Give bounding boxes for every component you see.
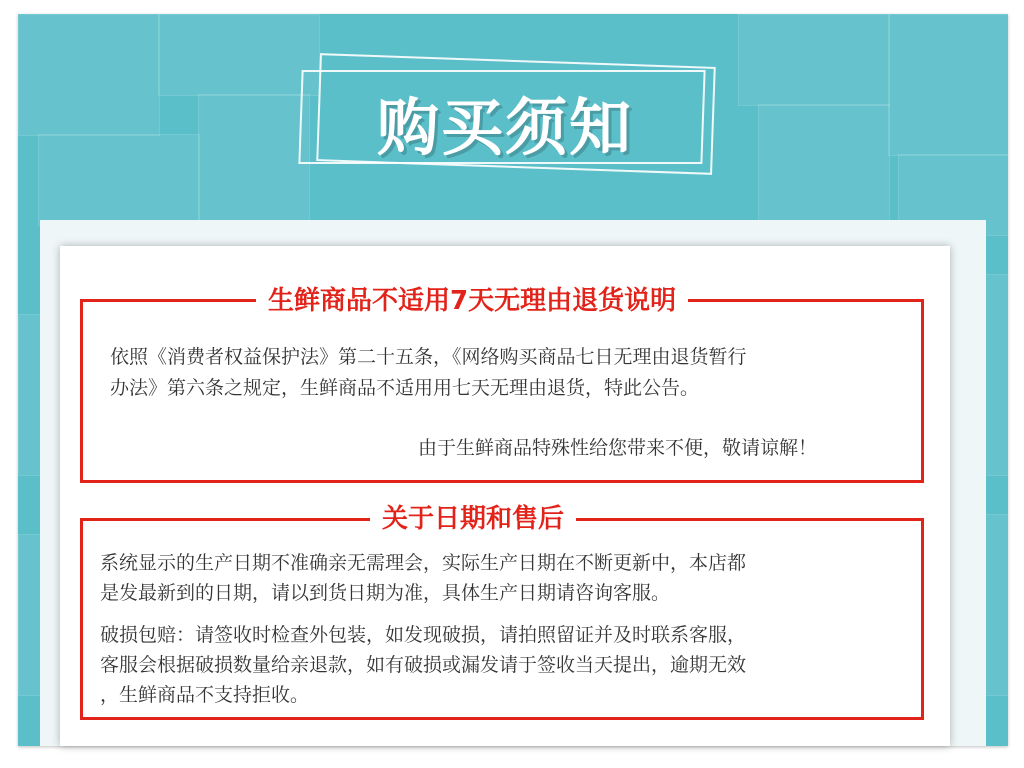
return-policy-text: 办法》第六条之规定，生鲜商品不适用用七天无理由退货，特此公告。	[110, 377, 700, 399]
pattern-block	[758, 104, 890, 226]
pattern-block	[38, 134, 200, 226]
pattern-block	[18, 14, 160, 136]
page-title: 购买须知	[376, 91, 633, 164]
pattern-block	[738, 14, 890, 106]
damage-policy-text: 客服会根据破损数量给亲退款，如有破损或漏发请于签收当天提出，逾期无效	[100, 654, 747, 676]
damage-policy-text: 破损包赔：请签收时检查外包装，如发现破损，请拍照留证并及时联系客服，	[100, 624, 747, 646]
pattern-block	[158, 14, 320, 96]
date-aftersales-heading: 关于日期和售后	[370, 502, 576, 536]
production-date-text: 系统显示的生产日期不准确亲无需理会，实际生产日期在不断更新中，本店都	[100, 552, 747, 574]
production-date-text: 是发最新到的日期，请以到货日期为准，具体生产日期请咨询客服。	[100, 582, 671, 604]
apology-text: 由于生鲜商品特殊性给您带来不便，敬请谅解！	[418, 437, 818, 459]
return-policy-heading: 生鲜商品不适用7天无理由退货说明	[256, 284, 688, 318]
pattern-block	[198, 94, 310, 226]
damage-policy-text: ，生鲜商品不支持拒收。	[100, 684, 310, 706]
return-policy-text: 依照《消费者权益保护法》第二十五条，《网络购买商品七日无理由退货暂行	[110, 346, 747, 368]
title-banner	[300, 60, 710, 170]
pattern-block	[888, 14, 1008, 156]
